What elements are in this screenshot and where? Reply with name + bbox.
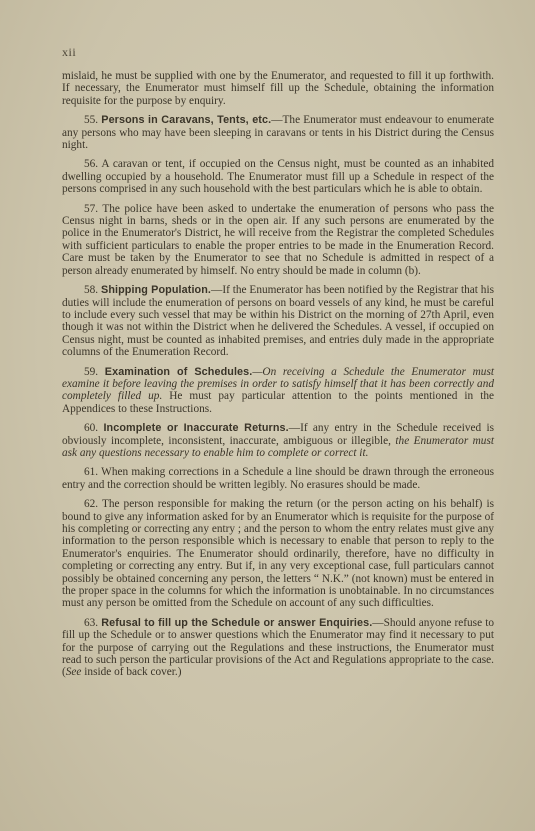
paragraph-italic-text: the Enumerator must ask any questions necessary to enable him to complete or correct it. [62,434,494,459]
paragraph-text: He must pay particular attention to the points mentioned in the Appendices to these Instructions. [62,390,494,415]
paragraph-text: —Should anyone refuse to fill up the Schedule or to answer questions which the Enumerator may find it necessary to put for the purpose of carrying out the Regulations and these instructions, the Enumerator must read to such person the particular provisions of the Act and Regulations appropriate to the case. ( [62,616,495,679]
paragraph-59 [62,366,494,416]
paragraph-continuation [62,70,494,107]
paragraph-text: When making corrections in a Schedule a line should be drawn through the erroneous entry and the correction should be written legibly. No erasures should be made. [62,466,495,491]
paragraph-text: The police have been asked to undertake the enumeration of persons who pass the Census night in barns, sheds or in the open air. If any such persons are enumerated by the police in the Enumerator's District, he will receive from the Registrar the completed Schedules with sufficient particulars to enable the proper entries to be made in the Enumeration Record. Care must be taken by the Enumerator to see that no Schedule is admitted in respect of a person already enumerated by himself. No entry should be made in column (b). [62,202,494,277]
paragraph-55 [62,114,494,151]
paragraph-number: 56. [84,158,99,171]
paragraph-italic-text: See [65,666,82,679]
paragraph-text: A caravan or tent, if occupied on the Census night, must be counted as an inhabited dwelling occupied by a household. The Enumerator must fill up a Schedule in respect of the persons comprised in any such household with the best particulars which he is able to obtain. [62,158,494,196]
paragraph-number: 61. [84,466,99,479]
paragraph-56 [62,158,494,195]
paragraph-text-end: inside of back cover.) [81,666,182,679]
paragraph-heading: Incomplete or Inaccurate Returns. [103,422,289,435]
paragraph-62 [62,498,494,610]
paragraph-text: The person responsible for making the return (or the person acting on his behalf) is bound to give any information asked for by an Enumerator which is requisite for the purpose of his completing or correcting any entry ; and the person to whom the entry relates must give any information to the person responsible which is necessary to enable that person to reply to the Enumerator's enquiries. The Enumerator should ordinarily, therefore, have no difficulty in completing or correcting any entry. But if, in any very exceptional case, full particulars cannot possibly be obtained concerning any person, the letters “ N.K.” (not known) must be entered in the proper space in the columns for which the information is unobtainable. In no circumstances must any person be omitted from the Schedule on account of any such difficulties. [62,498,494,610]
paragraph-number: 63. [84,616,99,629]
paragraph-number: 58. [84,284,99,297]
paragraph-heading: Refusal to fill up the Schedule or answer Enquiries. [101,616,373,629]
paragraph-63 [62,617,494,679]
paragraph-text: —If any entry in the Schedule received is obviously incomplete, inconsistent, inaccurate, ambiguous or illegible, [62,422,494,447]
paragraph-text: —If the Enumerator has been notified by the Registrar that his duties will include the enumeration of persons on board vessels of any kind, he must be careful to include every such vessel that may be within his District on the morning of 27th April, even though it was not within the District when he delivered the Schedules. A vessel, if occupied on Census night, must be counted as inhabited premises, and entries duly made in the appropriate columns of the Enumeration Record. [62,284,494,359]
page-number: xii [62,45,77,59]
paragraph-text: —The Enumerator must endeavour to enumerate any persons who may have been sleeping in caravans or tents in his District during the Census night. [62,114,495,152]
paragraph-heading: Examination of Schedules. [104,365,253,378]
paragraph-61 [62,466,494,491]
paragraph-number: 55. [84,114,99,127]
paragraph-58 [62,284,494,358]
paragraph-57 [62,203,494,277]
paragraph-heading: Shipping Population. [101,284,212,297]
paragraph-number: 60. [84,422,99,435]
paragraph-number: 62. [84,498,99,511]
paragraph-heading: Persons in Caravans, Tents, etc. [101,114,272,127]
paragraph-text: mislaid, he must be supplied with one by the Enumerator, and requested to fill it up forthwith. If necessary, the Enumerator must himself fill up the Schedule, obtaining the information requisite for the purpose by enquiry. [62,70,494,107]
page-body [62,70,494,686]
paragraph-number: 57. [84,202,99,215]
paragraph-60 [62,422,494,459]
paragraph-number: 59. [84,365,99,378]
paragraph-italic-text: —On receiving a Schedule the Enumerator must examine it before leaving the premises in order to satisfy himself that it has been correctly and completely filled up. [62,365,494,403]
